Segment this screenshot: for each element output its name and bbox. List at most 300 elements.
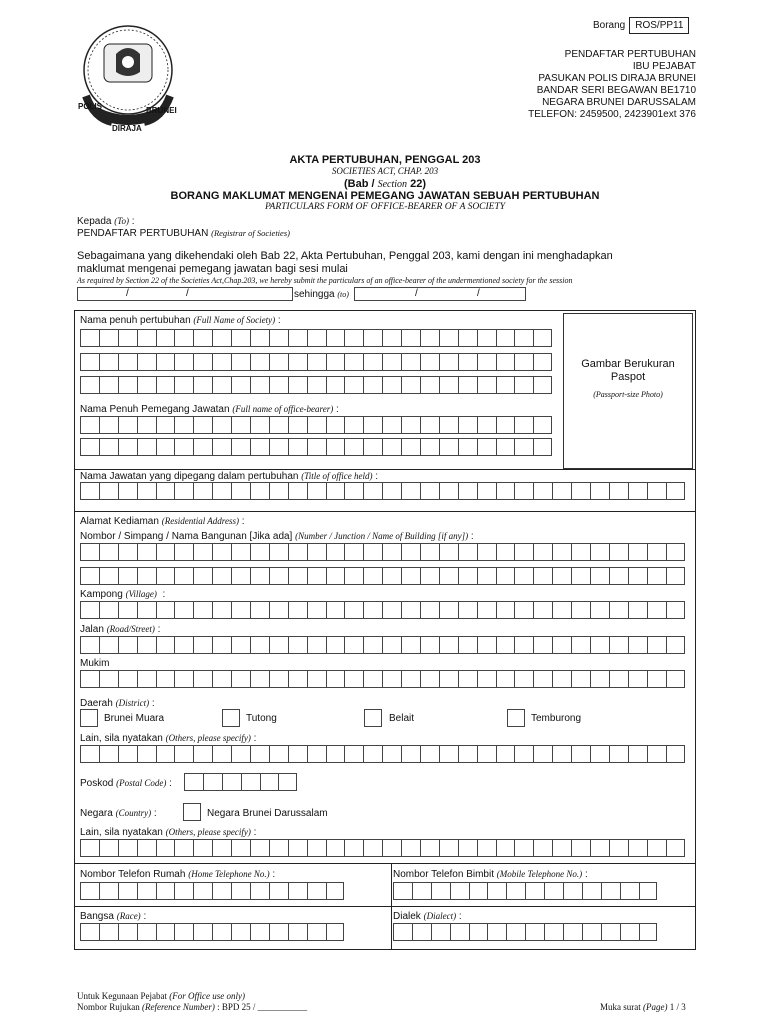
char-cell[interactable] [260,773,279,791]
char-cell[interactable] [156,329,175,347]
char-cell[interactable] [506,882,525,900]
char-cell[interactable] [609,745,628,763]
char-cell[interactable] [288,416,307,434]
char-cell[interactable] [458,438,477,456]
char-cell[interactable] [344,438,363,456]
char-cell[interactable] [99,376,118,394]
char-cell[interactable] [363,567,382,585]
char-cell[interactable] [514,839,533,857]
char-cell[interactable] [137,329,156,347]
char-cell[interactable] [212,745,231,763]
char-cell[interactable] [514,376,533,394]
char-cell[interactable] [137,839,156,857]
char-cell[interactable] [269,438,288,456]
char-cell[interactable] [439,543,458,561]
char-cell[interactable] [307,482,326,500]
char-cell[interactable] [137,567,156,585]
char-cell[interactable] [477,601,496,619]
char-cell[interactable] [458,329,477,347]
char-cell[interactable] [288,567,307,585]
char-cell[interactable] [326,882,345,900]
char-cell[interactable] [401,670,420,688]
char-cell[interactable] [477,839,496,857]
char-cell[interactable] [628,745,647,763]
poskod-grid[interactable] [184,773,297,791]
char-cell[interactable] [382,482,401,500]
char-cell[interactable] [496,567,515,585]
char-cell[interactable] [99,601,118,619]
char-cell[interactable] [288,543,307,561]
char-cell[interactable] [552,543,571,561]
char-cell[interactable] [628,670,647,688]
country-checkbox-brunei[interactable] [183,803,201,821]
char-cell[interactable] [118,882,137,900]
char-cell[interactable] [477,636,496,654]
char-cell[interactable] [137,601,156,619]
char-cell[interactable] [382,416,401,434]
others-country-grid[interactable] [80,839,685,857]
char-cell[interactable] [533,416,552,434]
char-cell[interactable] [326,376,345,394]
char-cell[interactable] [80,923,99,941]
dialek-grid[interactable] [393,923,657,941]
char-cell[interactable] [269,923,288,941]
char-cell[interactable] [533,376,552,394]
char-cell[interactable] [420,376,439,394]
char-cell[interactable] [307,923,326,941]
char-cell[interactable] [231,416,250,434]
char-cell[interactable] [222,773,241,791]
char-cell[interactable] [647,601,666,619]
char-cell[interactable] [250,882,269,900]
char-cell[interactable] [552,567,571,585]
char-cell[interactable] [401,543,420,561]
kampong-grid[interactable] [80,601,685,619]
char-cell[interactable] [496,636,515,654]
char-cell[interactable] [99,882,118,900]
char-cell[interactable] [609,543,628,561]
char-cell[interactable] [363,543,382,561]
char-cell[interactable] [344,543,363,561]
char-cell[interactable] [496,745,515,763]
char-cell[interactable] [533,438,552,456]
char-cell[interactable] [420,543,439,561]
char-cell[interactable] [420,745,439,763]
char-cell[interactable] [609,601,628,619]
char-cell[interactable] [533,670,552,688]
number-grid[interactable] [80,567,685,585]
char-cell[interactable] [212,601,231,619]
char-cell[interactable] [344,376,363,394]
char-cell[interactable] [193,376,212,394]
char-cell[interactable] [412,882,431,900]
society-name-grid[interactable] [80,329,552,347]
district-checkbox-tutong[interactable] [222,709,240,727]
char-cell[interactable] [401,438,420,456]
char-cell[interactable] [137,670,156,688]
char-cell[interactable] [212,376,231,394]
char-cell[interactable] [401,353,420,371]
char-cell[interactable] [582,882,601,900]
char-cell[interactable] [382,543,401,561]
char-cell[interactable] [552,745,571,763]
char-cell[interactable] [666,745,685,763]
char-cell[interactable] [363,438,382,456]
char-cell[interactable] [458,376,477,394]
char-cell[interactable] [363,745,382,763]
char-cell[interactable] [496,438,515,456]
char-cell[interactable] [288,329,307,347]
char-cell[interactable] [382,636,401,654]
char-cell[interactable] [590,543,609,561]
char-cell[interactable] [269,839,288,857]
char-cell[interactable] [212,923,231,941]
char-cell[interactable] [137,376,156,394]
char-cell[interactable] [620,882,639,900]
char-cell[interactable] [193,482,212,500]
char-cell[interactable] [231,745,250,763]
char-cell[interactable] [231,670,250,688]
char-cell[interactable] [496,353,515,371]
char-cell[interactable] [288,839,307,857]
char-cell[interactable] [288,882,307,900]
char-cell[interactable] [496,670,515,688]
char-cell[interactable] [344,353,363,371]
char-cell[interactable] [193,329,212,347]
char-cell[interactable] [137,745,156,763]
char-cell[interactable] [231,329,250,347]
char-cell[interactable] [80,543,99,561]
char-cell[interactable] [174,636,193,654]
char-cell[interactable] [514,438,533,456]
char-cell[interactable] [174,353,193,371]
char-cell[interactable] [250,416,269,434]
char-cell[interactable] [326,839,345,857]
char-cell[interactable] [363,482,382,500]
char-cell[interactable] [420,438,439,456]
char-cell[interactable] [590,636,609,654]
char-cell[interactable] [363,601,382,619]
char-cell[interactable] [363,416,382,434]
char-cell[interactable] [193,882,212,900]
char-cell[interactable] [269,567,288,585]
char-cell[interactable] [458,839,477,857]
char-cell[interactable] [514,670,533,688]
district-checkbox-belait[interactable] [364,709,382,727]
char-cell[interactable] [620,923,639,941]
char-cell[interactable] [212,482,231,500]
char-cell[interactable] [231,438,250,456]
char-cell[interactable] [307,353,326,371]
bearer-name-grid[interactable] [80,416,552,434]
char-cell[interactable] [118,329,137,347]
char-cell[interactable] [450,882,469,900]
char-cell[interactable] [544,882,563,900]
char-cell[interactable] [156,923,175,941]
char-cell[interactable] [269,376,288,394]
char-cell[interactable] [666,636,685,654]
char-cell[interactable] [458,567,477,585]
char-cell[interactable] [118,567,137,585]
char-cell[interactable] [174,567,193,585]
char-cell[interactable] [487,923,506,941]
char-cell[interactable] [118,482,137,500]
char-cell[interactable] [382,376,401,394]
char-cell[interactable] [477,543,496,561]
char-cell[interactable] [118,670,137,688]
char-cell[interactable] [477,376,496,394]
char-cell[interactable] [241,773,260,791]
char-cell[interactable] [344,670,363,688]
char-cell[interactable] [393,882,412,900]
char-cell[interactable] [193,670,212,688]
char-cell[interactable] [514,601,533,619]
char-cell[interactable] [609,636,628,654]
char-cell[interactable] [401,839,420,857]
char-cell[interactable] [439,839,458,857]
char-cell[interactable] [278,773,297,791]
jalan-grid[interactable] [80,636,685,654]
char-cell[interactable] [231,923,250,941]
char-cell[interactable] [666,482,685,500]
char-cell[interactable] [344,601,363,619]
mobile-grid[interactable] [393,882,657,900]
char-cell[interactable] [477,353,496,371]
char-cell[interactable] [571,636,590,654]
char-cell[interactable] [99,839,118,857]
char-cell[interactable] [458,636,477,654]
char-cell[interactable] [496,543,515,561]
char-cell[interactable] [544,923,563,941]
char-cell[interactable] [137,636,156,654]
passport-photo-box[interactable] [563,313,693,469]
char-cell[interactable] [193,601,212,619]
char-cell[interactable] [184,773,203,791]
char-cell[interactable] [647,543,666,561]
char-cell[interactable] [533,567,552,585]
char-cell[interactable] [307,601,326,619]
char-cell[interactable] [193,636,212,654]
char-cell[interactable] [487,882,506,900]
char-cell[interactable] [326,745,345,763]
char-cell[interactable] [99,482,118,500]
char-cell[interactable] [193,353,212,371]
char-cell[interactable] [80,416,99,434]
char-cell[interactable] [477,438,496,456]
char-cell[interactable] [382,353,401,371]
char-cell[interactable] [590,482,609,500]
char-cell[interactable] [326,601,345,619]
char-cell[interactable] [393,923,412,941]
char-cell[interactable] [647,745,666,763]
char-cell[interactable] [193,438,212,456]
char-cell[interactable] [382,839,401,857]
char-cell[interactable] [80,601,99,619]
char-cell[interactable] [156,353,175,371]
char-cell[interactable] [469,882,488,900]
char-cell[interactable] [118,839,137,857]
char-cell[interactable] [269,543,288,561]
bearer-name-grid[interactable] [80,438,552,456]
char-cell[interactable] [469,923,488,941]
char-cell[interactable] [156,482,175,500]
char-cell[interactable] [514,745,533,763]
char-cell[interactable] [250,482,269,500]
char-cell[interactable] [496,416,515,434]
char-cell[interactable] [533,353,552,371]
char-cell[interactable] [401,482,420,500]
char-cell[interactable] [231,882,250,900]
char-cell[interactable] [363,376,382,394]
char-cell[interactable] [231,482,250,500]
char-cell[interactable] [647,567,666,585]
char-cell[interactable] [496,839,515,857]
char-cell[interactable] [250,543,269,561]
char-cell[interactable] [571,482,590,500]
char-cell[interactable] [250,329,269,347]
char-cell[interactable] [307,567,326,585]
char-cell[interactable] [363,329,382,347]
char-cell[interactable] [326,438,345,456]
char-cell[interactable] [458,543,477,561]
char-cell[interactable] [401,601,420,619]
char-cell[interactable] [571,670,590,688]
char-cell[interactable] [326,353,345,371]
char-cell[interactable] [533,601,552,619]
char-cell[interactable] [647,670,666,688]
char-cell[interactable] [137,882,156,900]
char-cell[interactable] [382,438,401,456]
char-cell[interactable] [363,670,382,688]
char-cell[interactable] [203,773,222,791]
char-cell[interactable] [156,543,175,561]
char-cell[interactable] [552,636,571,654]
home-tel-grid[interactable] [80,882,344,900]
char-cell[interactable] [382,329,401,347]
char-cell[interactable] [212,438,231,456]
char-cell[interactable] [496,329,515,347]
char-cell[interactable] [363,353,382,371]
society-name-grid[interactable] [80,376,552,394]
char-cell[interactable] [250,438,269,456]
char-cell[interactable] [250,839,269,857]
char-cell[interactable] [212,329,231,347]
char-cell[interactable] [156,438,175,456]
char-cell[interactable] [647,839,666,857]
char-cell[interactable] [212,882,231,900]
char-cell[interactable] [477,329,496,347]
char-cell[interactable] [231,543,250,561]
char-cell[interactable] [439,482,458,500]
char-cell[interactable] [590,567,609,585]
char-cell[interactable] [533,329,552,347]
char-cell[interactable] [174,438,193,456]
char-cell[interactable] [156,636,175,654]
char-cell[interactable] [269,482,288,500]
char-cell[interactable] [628,482,647,500]
bangsa-grid[interactable] [80,923,344,941]
char-cell[interactable] [514,329,533,347]
char-cell[interactable] [496,376,515,394]
char-cell[interactable] [326,567,345,585]
char-cell[interactable] [525,882,544,900]
char-cell[interactable] [344,416,363,434]
char-cell[interactable] [231,636,250,654]
char-cell[interactable] [326,636,345,654]
char-cell[interactable] [431,882,450,900]
char-cell[interactable] [401,636,420,654]
char-cell[interactable] [250,601,269,619]
char-cell[interactable] [80,353,99,371]
char-cell[interactable] [552,670,571,688]
char-cell[interactable] [250,745,269,763]
char-cell[interactable] [269,745,288,763]
char-cell[interactable] [212,567,231,585]
char-cell[interactable] [231,353,250,371]
char-cell[interactable] [193,567,212,585]
char-cell[interactable] [639,923,658,941]
char-cell[interactable] [269,329,288,347]
char-cell[interactable] [609,670,628,688]
char-cell[interactable] [439,376,458,394]
char-cell[interactable] [533,543,552,561]
char-cell[interactable] [174,745,193,763]
number-grid[interactable] [80,543,685,561]
char-cell[interactable] [496,601,515,619]
char-cell[interactable] [571,745,590,763]
char-cell[interactable] [439,601,458,619]
char-cell[interactable] [420,329,439,347]
char-cell[interactable] [344,636,363,654]
char-cell[interactable] [363,839,382,857]
char-cell[interactable] [533,636,552,654]
char-cell[interactable] [137,353,156,371]
char-cell[interactable] [458,353,477,371]
char-cell[interactable] [477,482,496,500]
char-cell[interactable] [420,482,439,500]
char-cell[interactable] [666,601,685,619]
char-cell[interactable] [458,601,477,619]
char-cell[interactable] [99,670,118,688]
char-cell[interactable] [250,923,269,941]
char-cell[interactable] [99,543,118,561]
char-cell[interactable] [307,329,326,347]
char-cell[interactable] [250,670,269,688]
char-cell[interactable] [666,839,685,857]
mukim-grid[interactable] [80,670,685,688]
char-cell[interactable] [326,482,345,500]
char-cell[interactable] [382,745,401,763]
char-cell[interactable] [99,636,118,654]
char-cell[interactable] [156,882,175,900]
char-cell[interactable] [80,882,99,900]
char-cell[interactable] [563,923,582,941]
char-cell[interactable] [439,636,458,654]
char-cell[interactable] [571,839,590,857]
char-cell[interactable] [193,923,212,941]
char-cell[interactable] [307,839,326,857]
char-cell[interactable] [307,376,326,394]
district-checkbox-temburong[interactable] [507,709,525,727]
char-cell[interactable] [193,745,212,763]
char-cell[interactable] [666,543,685,561]
char-cell[interactable] [458,482,477,500]
char-cell[interactable] [80,839,99,857]
char-cell[interactable] [666,567,685,585]
district-checkbox-brunei-muara[interactable] [80,709,98,727]
char-cell[interactable] [563,882,582,900]
char-cell[interactable] [118,376,137,394]
